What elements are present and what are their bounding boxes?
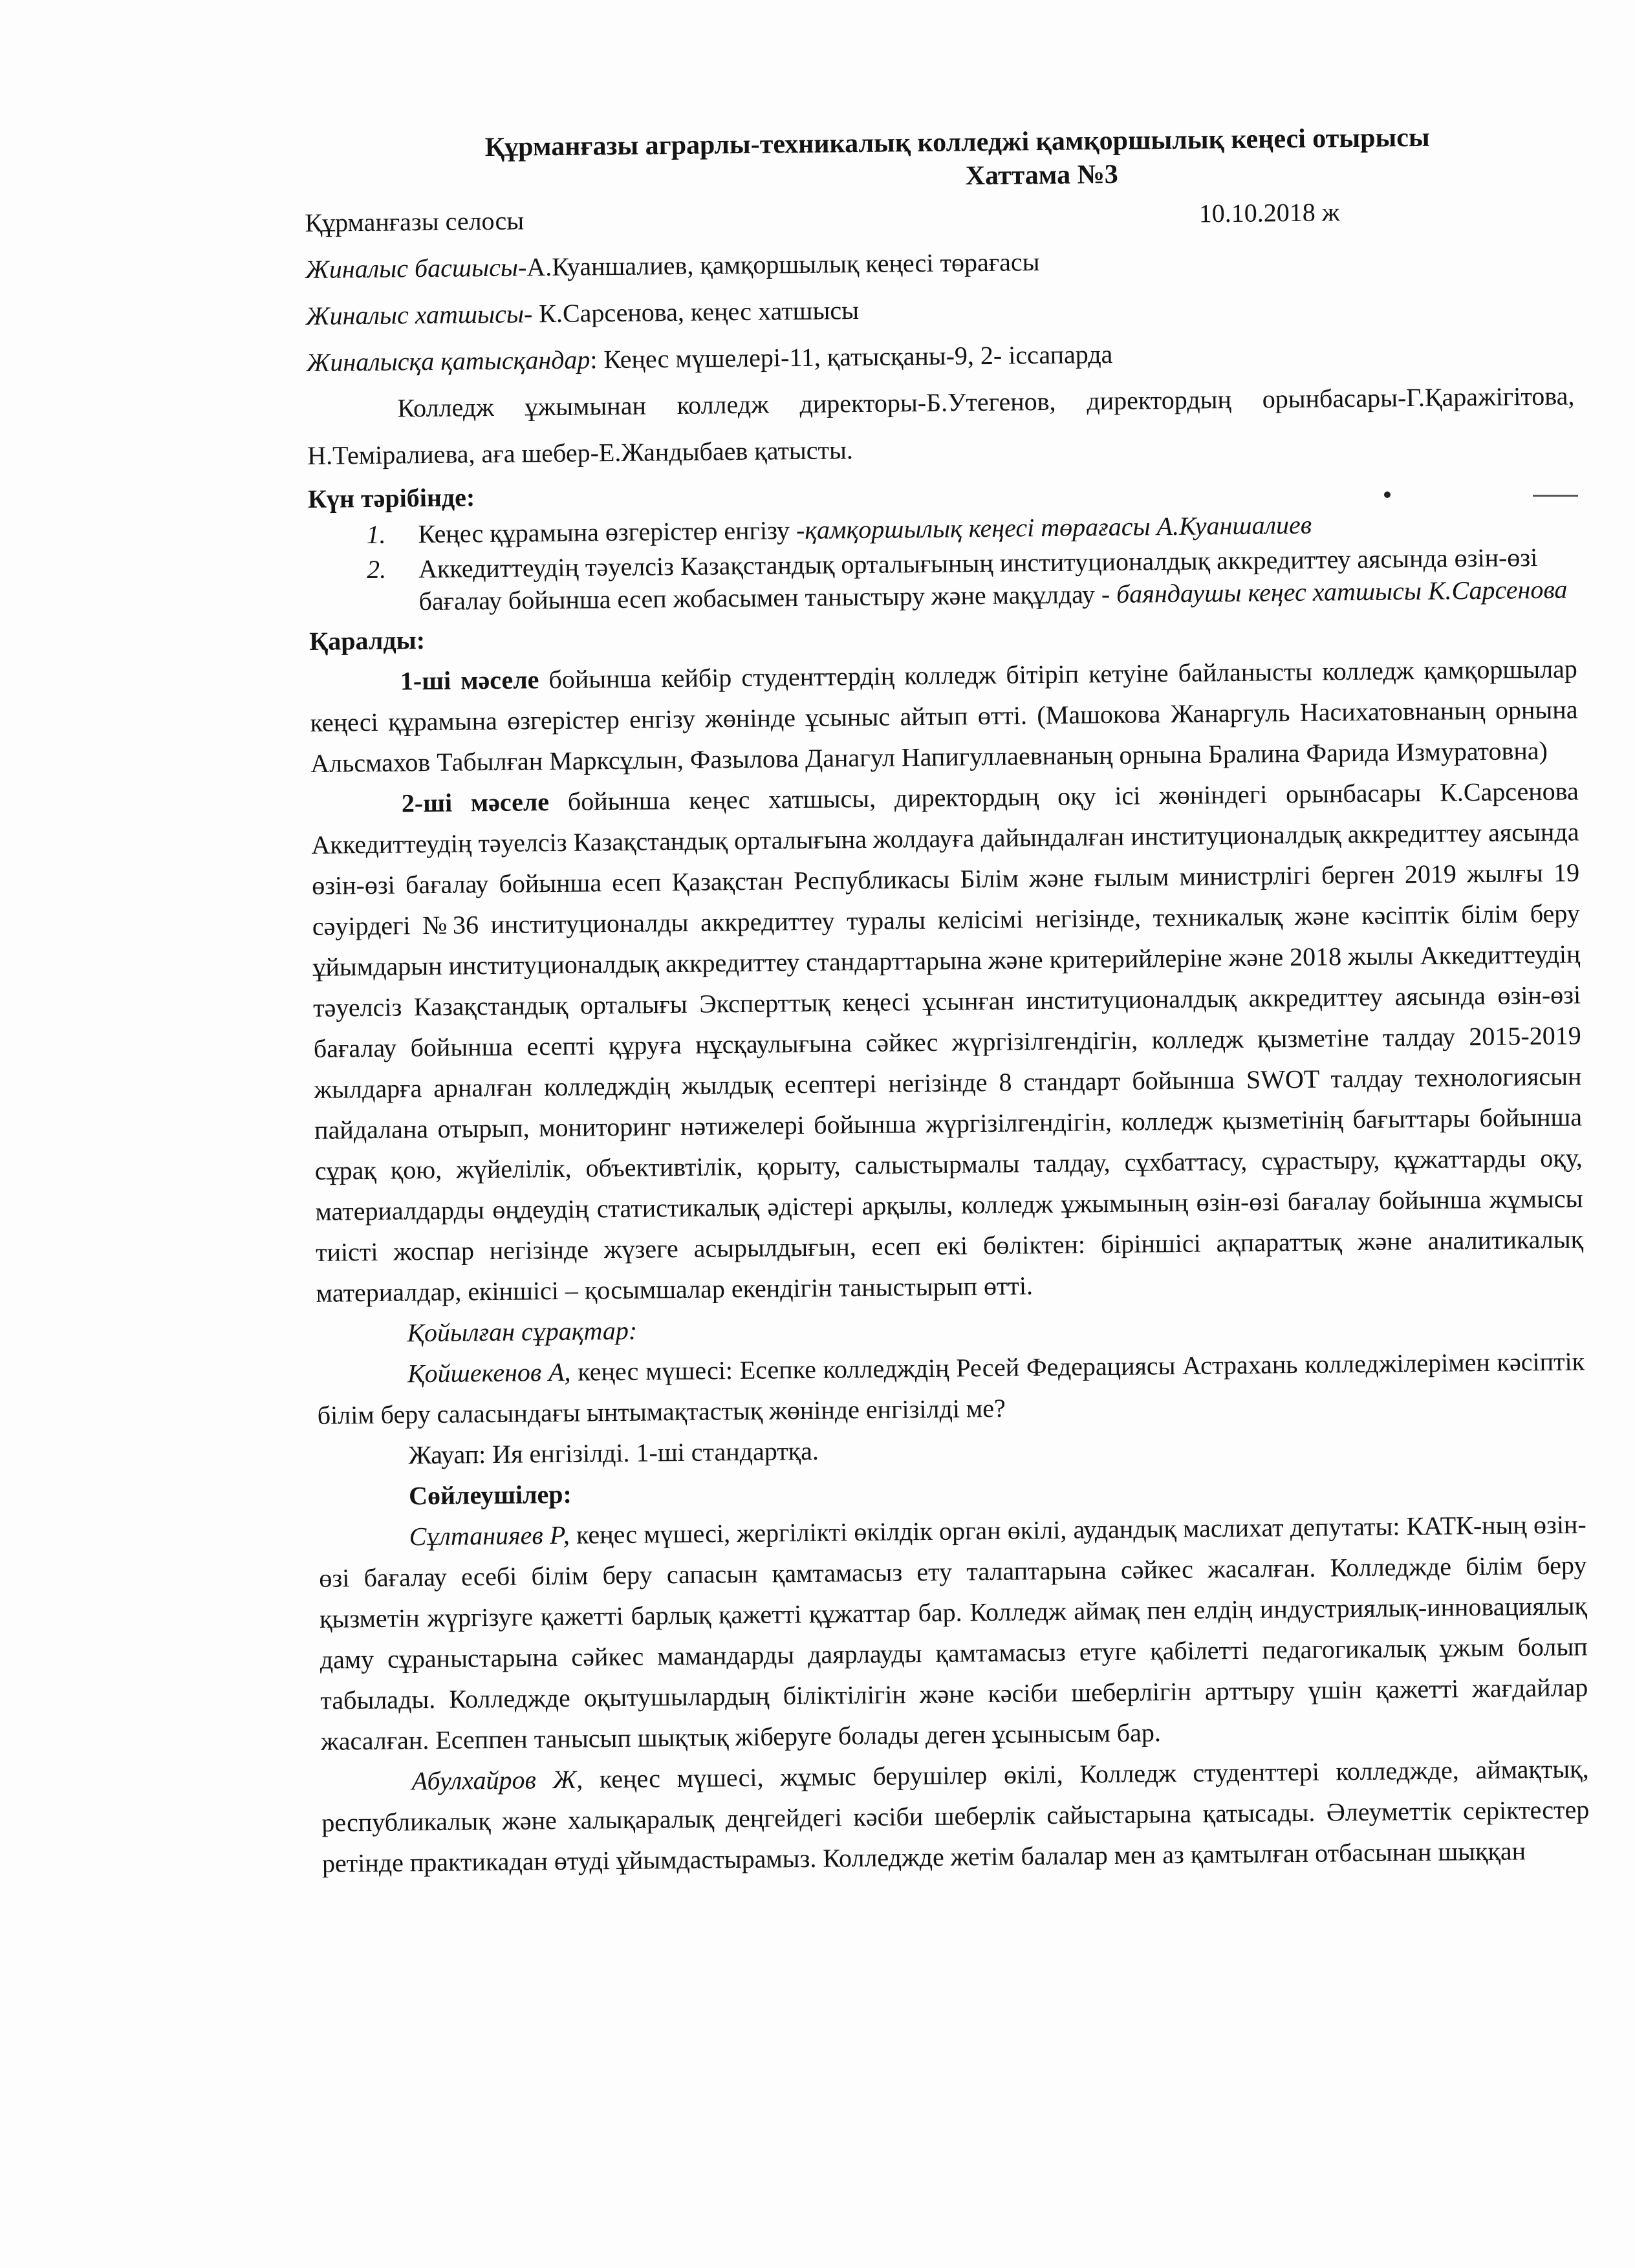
speakers-heading: Сөйлеушілер: (408, 1479, 572, 1511)
agenda-item-number: 2. (366, 554, 387, 585)
secretary-label: Жиналыс хатшысы (305, 299, 525, 330)
answer-line: Жауап: Ия енгізілді. 1-ші стандартқа. (408, 1436, 819, 1470)
agenda-heading: Күн тәрібінде: (307, 482, 475, 513)
issue-1-text: бойынша кейбір студенттердің колледж бітіріп кетуіне байланысты колледж қамқоршылар кеңесі құрамына өзгерістер енгізу жөнінде ұсыныс айтып өтті. (Машокова Жанаргуль Насихатовнаның орнына Альсмахов Табылған Марксұлын, Фазылова Данагул Напигуллаевнаның орнына Бралина Фарида Измуратовна) (310, 654, 1578, 778)
speaker-2-name: Абулхайров Ж, (411, 1764, 583, 1796)
speaker-1-name: Сұлтанияев Р, (409, 1520, 570, 1551)
question-paragraph (317, 1341, 1585, 1436)
place: Құрманғазы селосы (305, 206, 525, 237)
question-author: Қойшекенов А, (407, 1357, 571, 1388)
issue-1-label: 1-ші мәселе (400, 665, 539, 696)
agenda-item-text: Кеңес құрамына өзгерістер енгізу (418, 515, 797, 549)
agenda-item-text: Аккедиттеудің тәуелсіз Казақстандық орталығының институционалдық аккредиттеу аясында өзін-өзі бағалау бойынша есеп жобасымен таныстыру және мақұлдау - (418, 543, 1538, 616)
issue-2-label: 2-ші мәселе (401, 787, 550, 818)
attendees-label: Жиналысқа қатысқандар (306, 345, 590, 377)
considered-heading: Қаралды: (309, 625, 426, 656)
agenda-list (308, 506, 1577, 619)
speaker-2-paragraph (321, 1748, 1590, 1884)
staff-paragraph: Колледж ұжымынан колледж директоры-Б.Утегенов, директордың орынбасары-Г.Қаражігітова, Н.Теміралиева, аға шебер-Е.Жандыбаев қатысты. (307, 381, 1575, 470)
document-body (304, 119, 1590, 1883)
date: 10.10.2018 ж (1198, 197, 1340, 228)
protocol-number: Хаттама №3 (965, 159, 1119, 191)
issue-2-paragraph (311, 770, 1584, 1313)
chair-value: -А.Куаншалиев, қамқоршылық кеңесі төрағасы (517, 247, 1040, 282)
agenda-item-speaker: баяндаушы кеңес хатшысы К.Сарсенова (1116, 574, 1568, 609)
issue-1-paragraph (310, 648, 1579, 784)
secretary-value: - К.Сарсенова, кеңес хатшысы (523, 296, 860, 329)
agenda-item-speaker: -қамқоршылық кеңесі төрағасы А.Куаншалиев (796, 510, 1312, 545)
question-text: кеңес мүшесі: Есепке колледждің Ресей Федерациясы Астрахань колледжілерімен кәсіптік білім беру саласындағы ынтымақтастық жөнінде енгізілді ме? (317, 1346, 1585, 1430)
chair-label: Жиналыс басшысы (305, 252, 519, 284)
agenda-item-number: 1. (366, 519, 386, 550)
issue-2-text: бойынша кеңес хатшысы, директордың оқу ісі жөніндегі орынбасары К.Сарсенова Аккедиттеудің тәуелсіз Казақстандық орталығына жолдауға дайындалған институционалдық аккредиттеу аясында өзін-өзі бағалау бойынша есеп Қазақстан Республикасы Білім және ғылым министрлігі берген 2019 жылғы 19 сәуірдегі №36 институционалды аккредиттеу туралы келісімі негізінде, техникалық және кәсіптік білім беру ұйымдарын институционалдық аккредиттеу стандарттарына және критерийлеріне және 2018 жылы Аккедиттеудің тәуелсіз Казақстандық орталығы Эксперттық кеңесі ұсынған институционалдық аккредиттеу аясында өзін-өзі бағалау бойынша есепті құруға нұсқаулығына сәйкес жүргізілгендігін, колледж қызметіне талдау 2015-2019 жылдарға арналған колледждің жылдық есептері негізінде 8 стандарт бойынша SWOT талдау технологиясын пайдалана отырып, мониторинг нәтижелері бойынша жүргізілгендігін, колледж қызметінің бағыттары бойынша сұрақ қою, жүйелілік, объективтілік, қорыту, салыстырмалы талдау, сұхбаттасу, сұрастыру, құжаттарды оқу, материалдарды өңдеудің статистикалық әдістері арқылы, колледж ұжымының өзін-өзі бағалау бойынша жұмысы тиісті жоспар негізінде жүзеге асырылдығын, есеп екі бөліктен: біріншісі ақпараттық және аналитикалық материалдар, екіншісі – қосымшалар екендігін таныстырып өтті. (311, 776, 1584, 1308)
attendees-value: : Кеңес мүшелері-11, қатысқаны-9, 2- іссапарда (590, 339, 1113, 374)
speaker-1-text: кеңес мүшесі, жергілікті өкілдік орган өкілі, аудандық маслихат депутаты: КАТК-ның өзін-өзі бағалау есебі білім беру сапасын қамтамасыз ету талаптарына сәйкес жасалған. Колледжде білім беру қызметін жүргізуге қажетті барлық қажетті құжаттар бар. Колледж аймақ пен елдің индустриялық-инновациялық даму сұраныстарына сәйкес мамандарды даярлауды қамтамасыз етуге қабілетті педагогикалық ұжым болып табылады. Колледжде оқытушылардың біліктілігін және кәсіби шеберлігін арттыру үшін қажетті жағдайлар жасалған. Есеппен танысып шықтық жіберуге болады деген ұсынысым бар. (319, 1509, 1588, 1756)
agenda-item (309, 541, 1577, 619)
questions-heading: Қойылған сұрақтар: (407, 1315, 638, 1348)
speaker-2-text: кеңес мүшесі, жұмыс берушілер өкілі, Колледж студенттері колледжде, аймақтық, республикалық және халықаралық деңгейдегі кәсіби шеберлік сайыстарына қатысады. Әлеуметтік серіктестер ретінде практикадан өтуді ұйымдастырамыз. Колледжде жетім балалар мен аз қамтылған отбасынан шыққан (321, 1754, 1590, 1878)
speaker-1-paragraph (318, 1504, 1588, 1762)
document-title: Құрманғазы аграрлы-техникалық колледжі қамқоршылық кеңесі отырысы (484, 122, 1430, 163)
